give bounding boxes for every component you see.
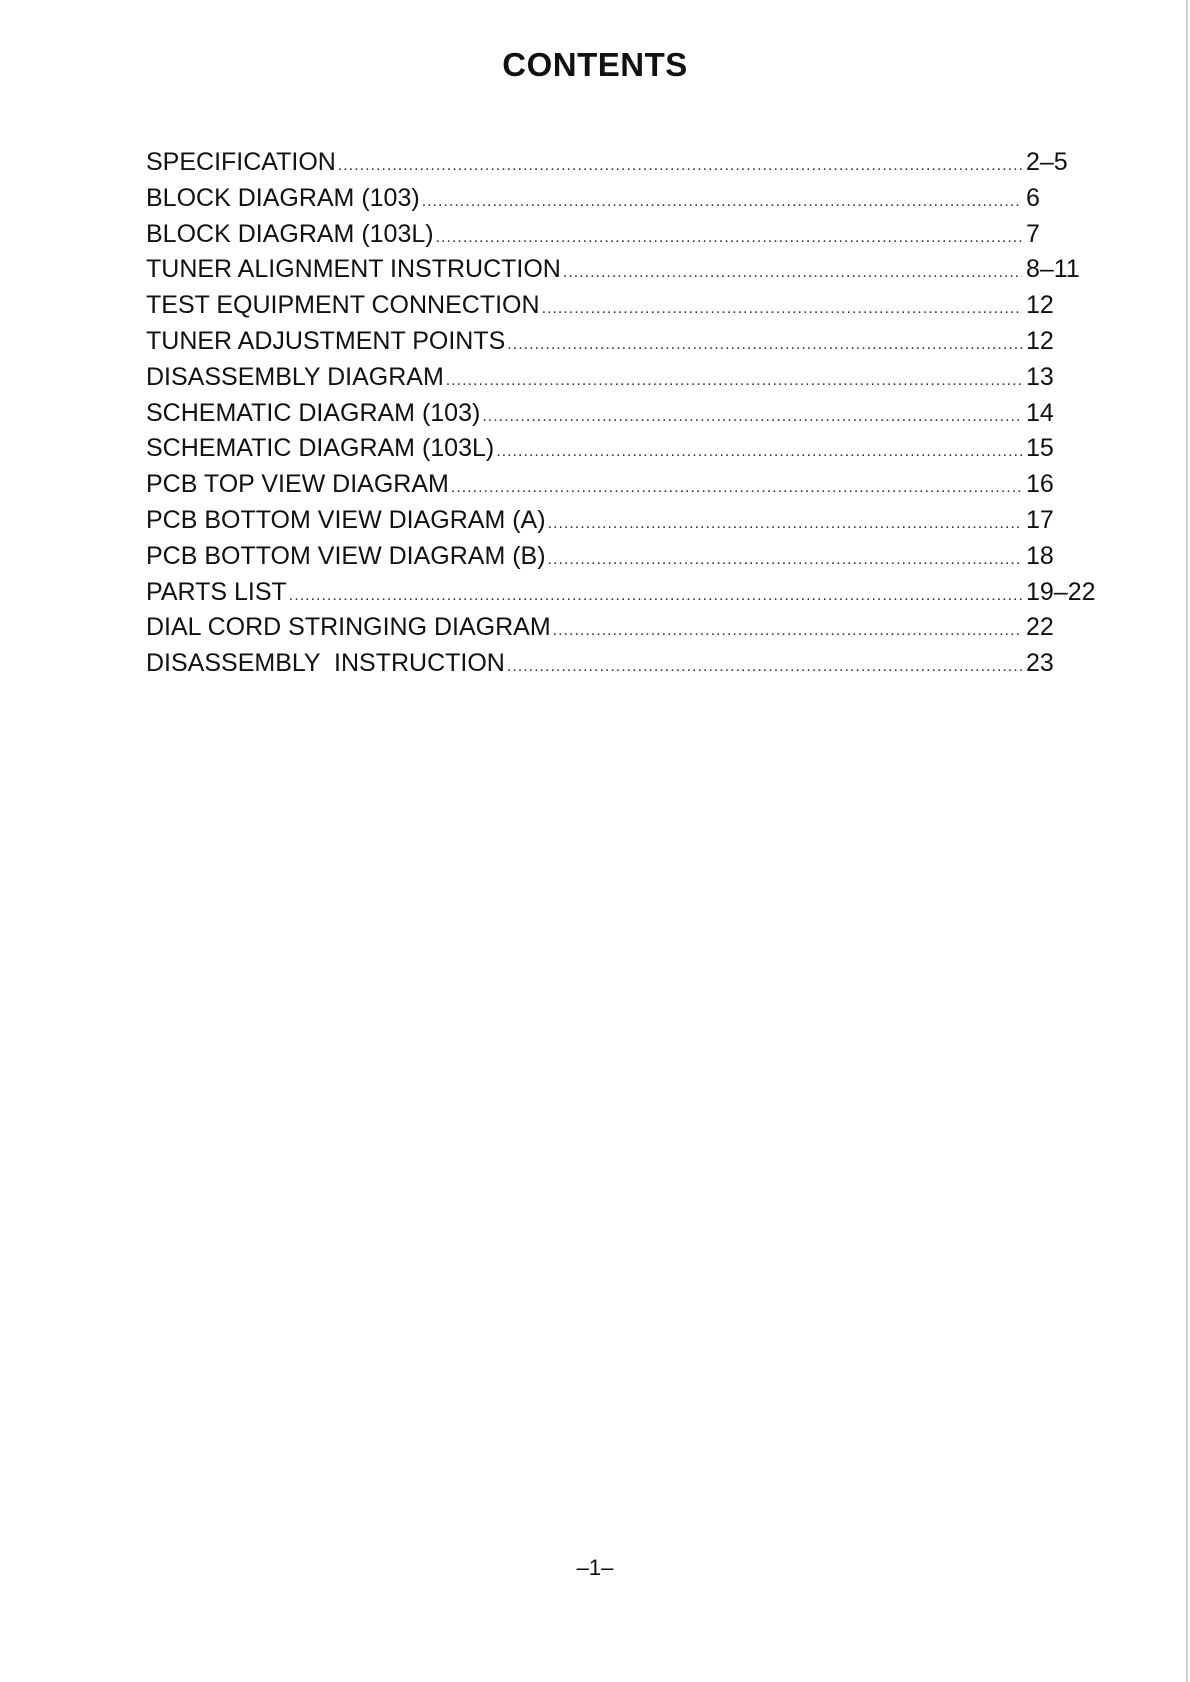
toc-entry-disassembly-diagram[interactable] <box>146 363 1106 399</box>
toc-entry-page: 16 <box>1026 470 1054 499</box>
toc-entry-pcb-bottom-view-diagram-a[interactable] <box>146 506 1106 542</box>
toc-entry-page: 8–11 <box>1026 255 1080 284</box>
toc-entry-tuner-adjustment-points[interactable] <box>146 327 1106 363</box>
toc-entry-page: 14 <box>1026 398 1054 427</box>
toc-entry-block-diagram-103[interactable] <box>146 184 1106 220</box>
dot-leader <box>451 479 1022 497</box>
toc-entry-label: PCB TOP VIEW DIAGRAM <box>146 470 449 499</box>
toc-entry-pcb-bottom-view-diagram-b[interactable] <box>146 542 1106 578</box>
dot-leader <box>338 157 1022 175</box>
toc-entry-page: 18 <box>1026 541 1054 570</box>
toc-entry-label: BLOCK DIAGRAM (103) <box>146 183 420 212</box>
dot-leader <box>553 622 1022 640</box>
toc-entry-page: 6 <box>1026 183 1040 212</box>
toc-entry-label: PCB BOTTOM VIEW DIAGRAM (B) <box>146 541 546 570</box>
toc-entry-label: PARTS LIST <box>146 577 287 606</box>
dot-leader <box>548 551 1022 569</box>
toc-entry-page: 2–5 <box>1026 148 1068 176</box>
toc-entry-schematic-diagram-103l[interactable] <box>146 434 1106 470</box>
toc-entry-page: 12 <box>1026 326 1054 355</box>
toc-entry-label: TUNER ALIGNMENT INSTRUCTION <box>146 255 561 284</box>
toc-entry-tuner-alignment-instruction[interactable] <box>146 255 1106 291</box>
dot-leader <box>446 372 1022 390</box>
toc-entry-dial-cord-stringing-diagram[interactable] <box>146 613 1106 649</box>
toc-entry-page: 13 <box>1026 362 1054 391</box>
dot-leader <box>496 443 1022 461</box>
dot-leader <box>548 515 1022 533</box>
toc-entry-page: 19–22 <box>1026 577 1096 606</box>
toc-entry-disassembly-instruction[interactable] <box>146 649 1106 685</box>
toc-entry-pcb-top-view-diagram[interactable] <box>146 470 1106 506</box>
toc-entry-label: PCB BOTTOM VIEW DIAGRAM (A) <box>146 505 546 534</box>
toc-entry-label: TUNER ADJUSTMENT POINTS <box>146 326 506 355</box>
toc-entry-label: SCHEMATIC DIAGRAM (103L) <box>146 434 495 463</box>
toc-entry-page: 23 <box>1026 649 1054 678</box>
dot-leader <box>482 408 1022 426</box>
toc-entry-page: 12 <box>1026 291 1054 320</box>
dot-leader <box>563 264 1022 282</box>
toc-entry-specification[interactable] <box>146 148 1106 184</box>
toc-entry-page: 7 <box>1026 219 1040 248</box>
scan-edge-line <box>1186 0 1188 1682</box>
toc-entry-label: DIAL CORD STRINGING DIAGRAM <box>146 613 551 642</box>
dot-leader <box>422 193 1022 211</box>
page-title: CONTENTS <box>502 46 688 83</box>
toc-entry-label: DISASSEMBLY DIAGRAM <box>146 362 444 391</box>
dot-leader <box>507 336 1022 354</box>
dot-leader <box>289 587 1022 605</box>
dot-leader <box>542 300 1022 318</box>
footer-page-number: –1– <box>576 1555 614 1580</box>
toc-entry-test-equipment-connection[interactable] <box>146 291 1106 327</box>
toc-entry-label: SCHEMATIC DIAGRAM (103) <box>146 398 481 427</box>
toc-entry-block-diagram-103l[interactable] <box>146 220 1106 256</box>
toc-entry-parts-list[interactable] <box>146 578 1106 614</box>
dot-leader <box>436 229 1022 247</box>
toc-entry-label: TEST EQUIPMENT CONNECTION <box>146 291 540 320</box>
table-of-contents <box>146 148 1106 685</box>
toc-entry-page: 22 <box>1026 613 1054 642</box>
toc-entry-label: DISASSEMBLY INSTRUCTION <box>146 649 505 678</box>
toc-entry-label: SPECIFICATION <box>146 148 336 176</box>
toc-entry-schematic-diagram-103[interactable] <box>146 399 1106 435</box>
toc-entry-page: 17 <box>1026 505 1054 534</box>
toc-entry-page: 15 <box>1026 434 1054 463</box>
toc-entry-label: BLOCK DIAGRAM (103L) <box>146 219 434 248</box>
dot-leader <box>507 658 1022 676</box>
